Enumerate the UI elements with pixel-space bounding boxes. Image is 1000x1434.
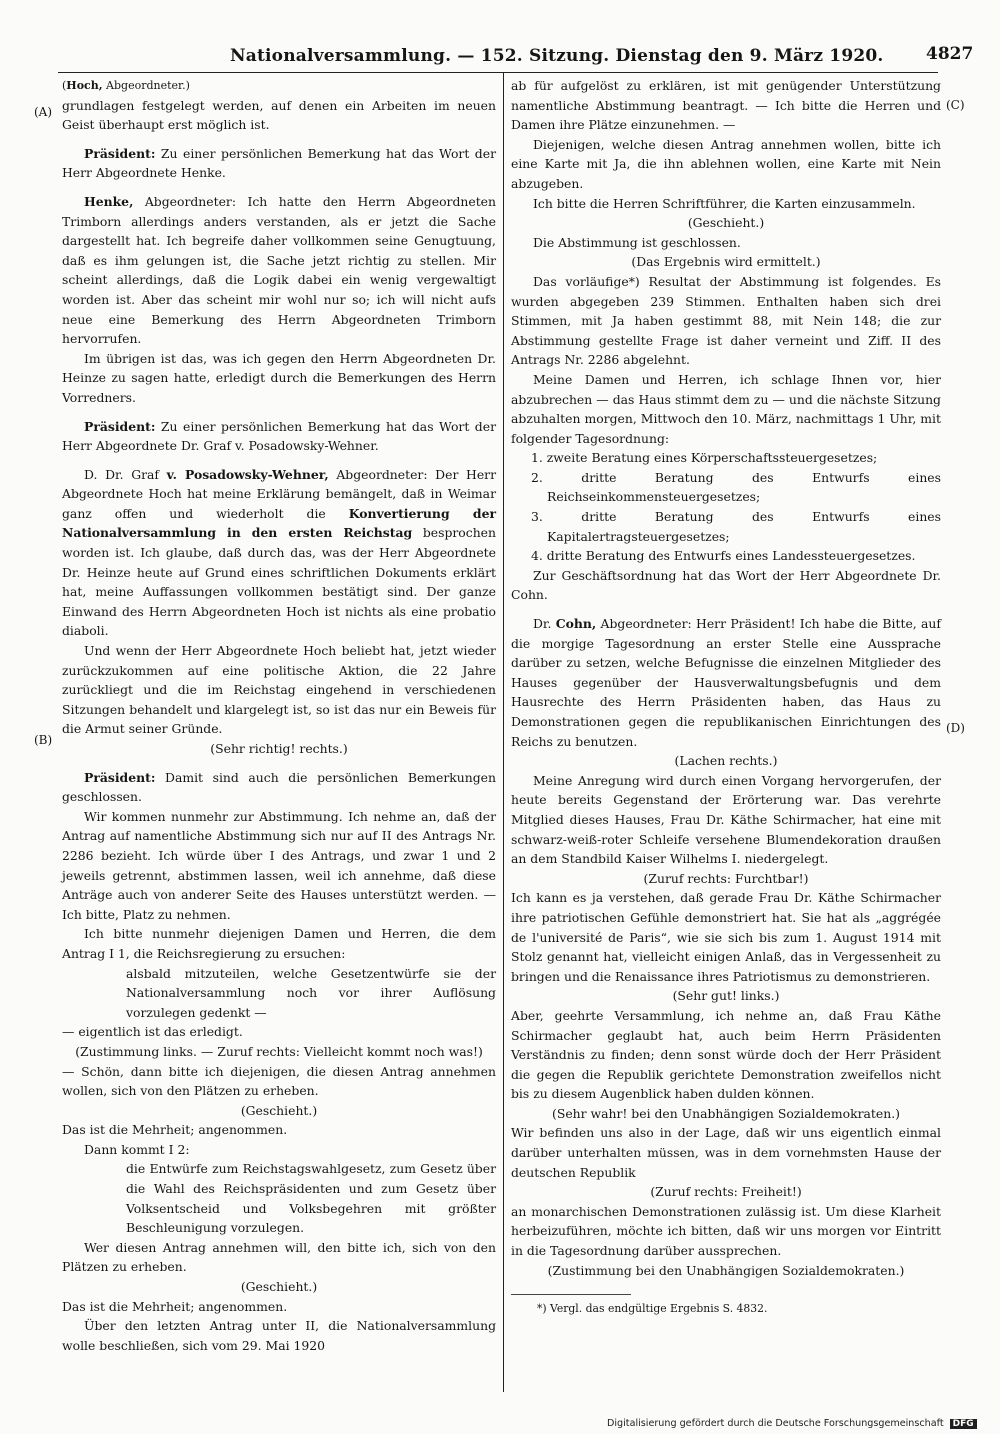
speech-henke: Henke, Abgeordneter: Ich hatte den Herrn Abgeordneten Trimborn allerdings anders verstanden, als er jetzt die Sache dargestellt hat. Ich begreife daher vollkommen seine Genugtuung, daß es ihm gelungen ist, die Sache jetzt richtig zu stellen. Mir scheint allerdings, daß die Logik dabei ein wenig vergewaltigt worden ist. Aber das scheint mir wohl nur so; ich will nicht aufs neue eine Bemerkung des Herrn Abgeordneten Trimborn hervorrufen. [62,193,496,347]
paragraph: Das ist die Mehrheit; angenommen. [62,1122,288,1138]
interjection: (Zuruf rechts: Furchtbar!) [643,870,809,886]
paragraph: grundlagen festgelegt werden, auf denen ein Arbeiten im neuen Geist überhaupt erst möglich ist. [62,97,496,133]
speech-president: Präsident: Zu einer persönlichen Bemerkung hat das Wort der Herr Abgeordnete Dr. Graf v. Posadowsky-Wehner. [62,418,496,454]
interjection: (Sehr richtig! rechts.) [210,741,348,756]
agenda-item: 3. dritte Beratung des Entwurfs eines Kapitalertragsteuergesetzes; [531,509,941,544]
stage-direction: (Das Ergebnis wird ermittelt.) [631,254,821,270]
page-number: 4827 [926,44,974,64]
paragraph: Wer diesen Antrag annehmen will, den bitte ich, sich von den Plätzen zu erheben. [62,1239,496,1275]
paragraph: Im übrigen ist das, was ich gegen den Herrn Abgeordneten Dr. Heinze zu sagen hatte, erledigt durch die Bemerkungen des Herrn Vorredners. [62,350,496,405]
margin-mark-c: (C) [946,98,965,112]
speaker-continuation: (Hoch, Abgeordneter.) [62,79,190,92]
credit-text: Digitalisierung gefördert durch die Deutsche Forschungsgemeinschaft [607,1418,944,1429]
motion-text: die Entwürfe zum Reichstagswahlgesetz, zum Gesetz über die Wahl des Reichspräsidenten und zum Gesetz über Volksentscheid und Volksbegehren mit größter Beschleunigung vorzulegen. [126,1161,496,1236]
interjection: (Zustimmung bei den Unabhängigen Sozialdemokraten.) [547,1262,905,1278]
agenda-item: 1. zweite Beratung eines Körperschaftssteuergesetzes; [531,450,878,466]
interjection: (Sehr wahr! bei den Unabhängigen Sozialdemokraten.) [552,1105,900,1121]
footnote-rule [511,1294,631,1295]
interjection: (Zuruf rechts: Freiheit!) [650,1184,802,1200]
agenda-item: 2. dritte Beratung des Entwurfs eines Reichseinkommensteuergesetzes; [531,469,941,505]
paragraph: an monarchischen Demonstrationen zulässig ist. Um diese Klarheit herbeizuführen, möchte ich bitten, daß wir uns morgen vor Eintritt in die Tagesordnung darüber aussprechen. [511,1203,941,1259]
stage-direction: (Geschieht.) [240,1102,318,1118]
running-title: Nationalversammlung. — 152. Sitzung. Dienstag den 9. März 1920. [230,46,884,66]
agenda-item: 4. dritte Beratung des Entwurfs eines Landessteuergesetzes. [531,548,916,564]
paragraph: Das ist die Mehrheit; angenommen. [62,1298,288,1314]
right-column [511,76,941,1317]
paragraph: Aber, geehrte Versammlung, ich nehme an, daß Frau Käthe Schirmacher geglaubt hat, auch beim Herrn Präsidenten Verständnis zu finden; denn sonst würde doch der Herr Präsident die gegen die Republik gerichtete Demonstration zweifellos nicht bis zu diesem Augenblick haben dulden können. [511,1007,941,1102]
paragraph: Die Abstimmung ist geschlossen. [533,234,741,250]
paragraph: Ich bitte die Herren Schriftführer, die Karten einzusammeln. [533,195,916,211]
digitization-credit [607,1418,977,1429]
stage-direction: (Geschieht.) [240,1279,318,1295]
paragraph: Über den letzten Antrag unter II, die Nationalversammlung wolle beschließen, sich vom 29. Mai 1920 [62,1318,496,1353]
paragraph: Wir befinden uns also in der Lage, daß wir uns eigentlich einmal darüber unterhalten müssen, was in dem vornehmsten Hause der deutschen Republik [511,1125,941,1180]
paragraph: — Schön, dann bitte ich diejenigen, die diesen Antrag annehmen wollen, sich von den Plätzen zu erheben. [62,1063,496,1099]
paragraph: Wir kommen nunmehr zur Abstimmung. Ich nehme an, daß der Antrag auf namentliche Abstimmung sich nur auf II des Antrags Nr. 2286 bezieht. Ich würde über I des Antrags, und zwar 1 und 2 jeweils getrennt, abstimmen lassen, weil ich annehme, daß diese Anträge auch von anderer Seite des Hauses unterstützt werden. — Ich bitte, Platz zu nehmen. [62,808,496,922]
speech-president: Präsident: Damit sind auch die persönlichen Bemerkungen geschlossen. [62,769,496,805]
paragraph: Dann kommt I 2: [84,1141,190,1157]
paragraph: — eigentlich ist das erledigt. [62,1024,243,1040]
dfg-logo: DFG [950,1419,977,1429]
speech-president: Präsident: Zu einer persönlichen Bemerkung hat das Wort der Herr Abgeordnete Henke. [62,145,496,181]
header-rule [58,72,938,73]
paragraph: Ich bitte nunmehr diejenigen Damen und Herren, die dem Antrag I 1, die Reichsregierung zu ersuchen: [62,926,496,961]
interjection: (Zustimmung links. — Zuruf rechts: Vielleicht kommt noch was!) [75,1043,483,1059]
page-header [0,40,1000,72]
interjection: (Lachen rechts.) [674,753,778,769]
column-divider [503,72,504,1392]
margin-mark-b: (B) [34,733,53,747]
speech-posadowsky: D. Dr. Graf v. Posadowsky-Wehner, Abgeordneter: Der Herr Abgeordnete Hoch hat meine Erklärung bemängelt, daß in Weimar ganz offen und wiederholt die Konvertierung der Nationalversammlung in den ersten Reichstag besprochen worden ist. Ich glaube, daß durch das, was der Herr Abgeordnete Dr. Heinze heute auf Grund eines schriftlichen Dokuments erklärt hat, meine Auffassungen vollkommen bestätigt sind. Der ganze Einwand des Herrn Abgeordneten Hoch ist nichts als eine probatio diaboli. [62,466,497,639]
paragraph: Meine Anregung wird durch einen Vorgang hervorgerufen, der heute bereits Gegenstand der Erörterung war. Das verehrte Mitglied dieses Hauses, Frau Dr. Käthe Schirmacher, hat eine mit schwarz-weiß-roter Schleife versehene Blumendekoration draußen an dem Standbild Kaiser Wilhelms I. niedergelegt. [511,772,941,867]
paragraph: ab für aufgelöst zu erklären, ist mit genügender Unterstützung namentliche Abstimmung beantragt. — Ich bitte die Herren und Damen ihre Plätze einzunehmen. — [511,78,941,133]
paragraph: Ich kann es ja verstehen, daß gerade Frau Dr. Käthe Schirmacher ihre patriotischen Gefühle demonstriert hat. Sie hat als „aggrégée de l'université de Paris“, wie sie sich bis zum 1. August 1914 mit Stolz genannt hat, vielleicht einigen Anlaß, das in Vergessenheit zu bringen und die Renaissance ihres Patriotismus zu demonstrieren. [511,890,941,984]
footnote: *) Vergl. das endgültige Ergebnis S. 4832. [537,1302,768,1316]
interjection: (Sehr gut! links.) [672,988,780,1004]
vote-result: Das vorläufige*) Resultat der Abstimmung ist folgendes. Es wurden abgegeben 239 Stimmen. Enthalten haben sich drei Stimmen, mit Ja haben gestimmt 88, mit Nein 148; die zur Abstimmung gestellte Frage ist daher verneint und Ziff. II des Antrags Nr. 2286 abgelehnt. [511,273,941,368]
speech-cohn: Dr. Cohn, Abgeordneter: Herr Präsident! Ich habe die Bitte, auf die morgige Tagesordnung an erster Stelle eine Aussprache darüber zu setzen, welche Befugnisse die einzelnen Mitglieder des Hauses gegenüber der Hausverwaltungsbefugnis und dem Hausrechte des Herrn Präsidenten haben, das Haus zu Demonstrationen gegen die republikanischen Einrichtungen des Reichs zu benutzen. [511,616,941,749]
paragraph: Zur Geschäftsordnung hat das Wort der Herr Abgeordnete Dr. Cohn. [511,567,941,603]
margin-mark-a: (A) [34,105,53,119]
paragraph: Meine Damen und Herren, ich schlage Ihnen vor, hier abzubrechen — das Haus stimmt dem zu — und die nächste Sitzung abzuhalten morgen, Mittwoch den 10. März, nachmittags 1 Uhr, mit folgender Tagesordnung: [511,371,941,446]
paragraph: Und wenn der Herr Abgeordnete Hoch beliebt hat, jetzt wieder zurückzukommen auf eine politische Aktion, die 22 Jahre zurückliegt und die im Reichstag eingehend in verschiedenen Sitzungen behandelt und klargelegt ist, so ist das nur ein Beweis für die Armut seiner Gründe. [62,643,496,737]
motion-text: alsbald mitzuteilen, welche Gesetzentwürfe sie der Nationalversammlung noch vor ihrer Auflösung vorzulegen gedenkt — [126,965,496,1020]
paragraph: Diejenigen, welche diesen Antrag annehmen wollen, bitte ich eine Karte mit Ja, die ihn ablehnen wollen, eine Karte mit Nein abzugeben. [511,136,941,191]
margin-mark-d: (D) [946,721,965,735]
left-column [62,76,496,1355]
stage-direction: (Geschieht.) [687,215,765,231]
